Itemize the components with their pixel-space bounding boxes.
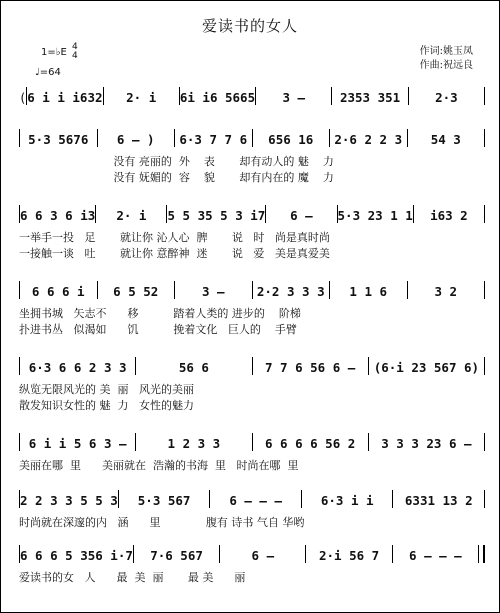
measure: i63 2 — [430, 208, 468, 223]
barline — [484, 205, 485, 223]
measure: 2353 351 — [339, 90, 401, 105]
lyric-line: 散发知识女性的 魅 力 女性的魅力 — [19, 399, 194, 412]
measure: 2·3 — [435, 90, 458, 105]
measure: 7 7 6 56 6 – — [264, 360, 356, 375]
measure: 6 6 6 i — [31, 284, 85, 299]
time-signature — [72, 43, 78, 61]
lyric-line: 美丽在哪 里 美丽就在 浩瀚的书海 里 时尚在哪 里 — [19, 459, 299, 472]
measure: 5·3 5676 — [28, 132, 89, 147]
lyric-line: 扑进书丛 似渴如 饥 挽着文化 巨人的 手臂 — [19, 323, 297, 336]
measure: 6 6 6 6 56 2 — [264, 436, 356, 451]
measure: (6·i 23 567 6) — [373, 360, 480, 375]
measure: 2· i — [126, 90, 157, 105]
lyric-line: 时尚就在深邃的内 涵 里 腹有 诗书 气自 华哟 — [19, 516, 305, 529]
measure: 6 5 52 — [113, 284, 159, 299]
repeat-open: ( — [19, 91, 27, 105]
meter-top: 4 — [71, 42, 78, 52]
notation-line — [19, 201, 485, 227]
measure: 7·6 567 — [150, 548, 203, 563]
notation-measures — [19, 429, 485, 451]
measure: 6·3 6 6 2 3 3 — [28, 360, 127, 375]
meter-bottom: 4 — [71, 51, 78, 61]
measure: 6i i6 5665 — [179, 90, 256, 105]
measure: 6 – ) — [116, 132, 155, 147]
lyric-line: 没有 妩媚的 容 貌 却有内在的 魔 力 — [19, 171, 334, 184]
measure: 6 – — [290, 208, 313, 223]
barline — [478, 545, 485, 563]
measure: 5 5 35 5 3 i7 — [167, 208, 266, 223]
measure: 656 16 — [268, 132, 314, 147]
measure: 54 3 — [430, 132, 461, 147]
measure: 3 – — [282, 90, 306, 105]
lyricist: 作词:姚玉凤 — [419, 46, 473, 57]
notation-measures — [19, 486, 485, 508]
notation-line — [19, 83, 485, 109]
lyric-line: 一接触一谈 吐 就让你 意醉神 迷 说 爱 美是真爱美 — [19, 247, 330, 260]
measure: 1 2 3 3 — [167, 436, 221, 451]
notation-measures — [19, 277, 485, 299]
measure: 2·i 56 7 — [318, 548, 380, 563]
notation-line — [19, 277, 485, 303]
barline — [484, 490, 485, 508]
measure: 6 i i 5 6 3 – — [28, 436, 127, 451]
measure: 6 i i i632 — [27, 90, 103, 105]
notation-line — [19, 125, 485, 151]
measure: 2· i — [116, 208, 147, 223]
barline — [484, 357, 485, 375]
measure: 56 6 — [178, 360, 209, 375]
measure: 3 – — [201, 284, 225, 299]
measure: 6 6 3 6 i3 — [20, 208, 96, 223]
measure: 6 – – – — [409, 548, 462, 563]
key-label: 1=♭E — [41, 47, 67, 58]
lyric-line: 爱读书的女 人 最 美 丽 最 美 丽 — [19, 571, 246, 584]
measure: 6 – – – — [229, 493, 282, 508]
notation-line — [19, 541, 485, 567]
tempo-mark: ♩=64 — [35, 67, 61, 78]
notation-line — [19, 429, 485, 455]
barline — [484, 129, 485, 147]
measure: 5·3 23 1 1 — [337, 208, 413, 223]
measure: 6331 13 2 — [404, 493, 473, 508]
lyric-line: 没有 亮丽的 外 表 却有动人的 魅 力 — [19, 155, 334, 168]
notation-measures — [19, 541, 485, 563]
lyric-line: 一举手一投 足 就让你 沁人心 脾 说 时 尚是真时尚 — [19, 231, 330, 244]
measure: 3 2 — [434, 284, 458, 299]
measure: 2 2 3 3 5 5 3 — [20, 493, 118, 508]
measure: 2·2 3 3 3 — [256, 284, 325, 299]
barline — [484, 281, 485, 299]
measure: 6 6 6 5 356 i·7 — [20, 548, 133, 563]
notation-measures — [19, 353, 485, 375]
notation-line — [19, 486, 485, 512]
notation-measures — [19, 201, 485, 223]
notation-measures — [19, 83, 485, 105]
composer: 作曲:祝远良 — [419, 60, 473, 71]
measure: 1 1 6 — [349, 284, 388, 299]
measure: 6 – — [251, 548, 275, 563]
song-title: 爱读书的女人 — [201, 17, 298, 35]
measure: 2·6 2 2 3 — [334, 132, 403, 147]
key-signature — [41, 43, 78, 61]
lyric-line: 纵览无限风光的 美 丽 风光的美丽 — [19, 383, 194, 396]
measure: 3 3 3 23 6 – — [381, 436, 472, 451]
measure: 6·3 7 7 6 — [179, 132, 248, 147]
notation-line — [19, 353, 485, 379]
barline — [484, 87, 485, 105]
notation-measures — [19, 125, 485, 147]
credits — [420, 45, 473, 73]
barline — [484, 433, 485, 451]
measure: 5·3 567 — [137, 493, 191, 508]
measure: 6·3 i i — [320, 493, 374, 508]
lyric-line: 坐拥书城 矢志不 移 踏着人类的 进步的 阶梯 — [19, 307, 301, 320]
